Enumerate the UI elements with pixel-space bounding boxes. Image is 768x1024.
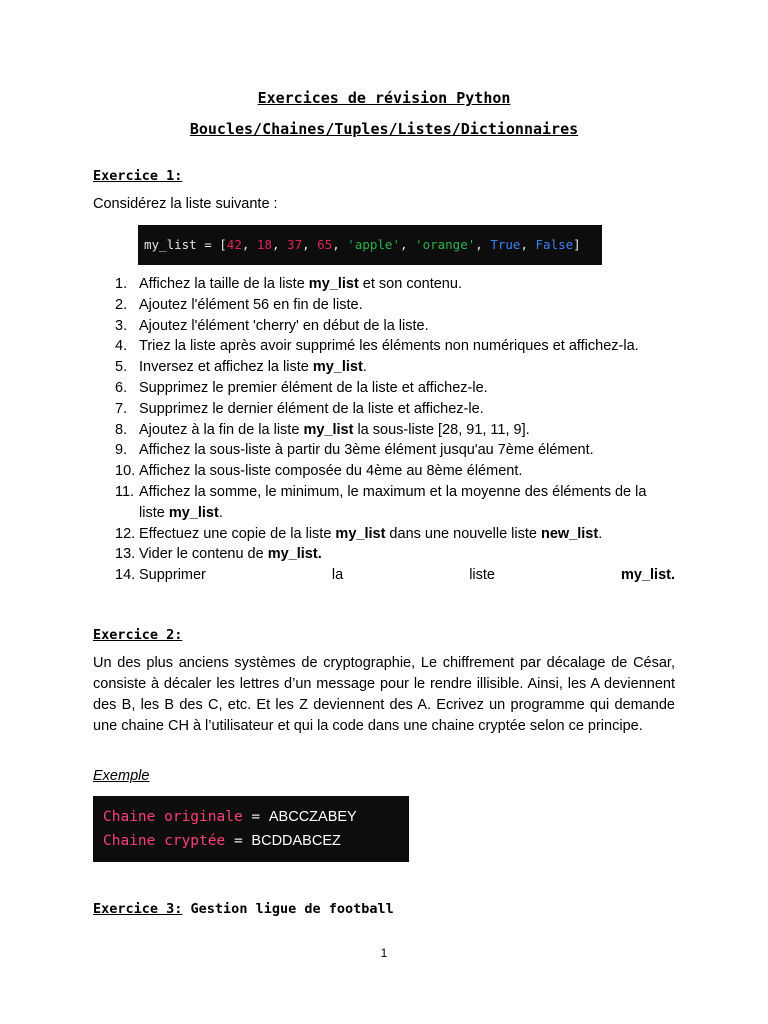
exercise-3-heading <box>93 901 394 917</box>
code-sep: , <box>302 237 318 252</box>
item-code: my_list <box>303 421 354 438</box>
item-number: 11. <box>115 483 135 500</box>
list-item <box>93 524 675 545</box>
example-value-encrypted: BCDDABCEZ <box>251 833 341 849</box>
list-item <box>93 461 675 482</box>
code-operator: = <box>196 237 220 252</box>
code-sep: , <box>332 237 348 252</box>
item-text: . <box>218 504 223 521</box>
item-number: 14. <box>115 567 136 584</box>
example-value-original: ABCCZABEY <box>268 809 357 825</box>
code-sep: , <box>271 237 288 252</box>
item-code: my_list. <box>620 567 675 584</box>
list-item <box>93 399 675 420</box>
item-text: Supprimez le premier élément de la liste et affichez-le. <box>139 379 488 396</box>
example-line-encrypted <box>103 829 409 853</box>
item-text: Ajoutez à la fin de la liste <box>139 421 304 438</box>
item-number: 12. <box>115 525 136 542</box>
list-item <box>93 544 675 565</box>
code-boolean: False <box>535 237 574 252</box>
item-number: 10. <box>115 463 136 480</box>
justified-line <box>139 565 675 586</box>
code-sep: , <box>475 237 491 252</box>
exercise-2-heading <box>93 627 182 643</box>
item-text: liste <box>469 567 495 584</box>
item-text: Affichez la taille de la liste <box>139 276 309 292</box>
item-text: Affichez la somme, le minimum, le maximum et la moyenne des éléments de la liste <box>139 483 647 521</box>
item-code: my_list <box>168 504 219 521</box>
code-string: 'apple' <box>347 237 400 252</box>
exercise-2-heading-text: Exercice 2: <box>93 627 183 643</box>
item-number: 9. <box>115 442 128 459</box>
item-text: Inversez et affichez la liste <box>139 359 313 376</box>
document-title: Exercices de révision Python <box>257 89 511 107</box>
document-subtitle: Boucles/Chaines/Tuples/Listes/Dictionnaires <box>189 120 579 138</box>
list-item <box>93 336 675 357</box>
example-label: Exemple <box>93 768 150 784</box>
item-text: . <box>598 525 603 542</box>
item-code: my_list <box>312 359 363 376</box>
item-code: my_list. <box>267 546 322 563</box>
exercise-2-paragraph: Un des plus anciens systèmes de cryptographie, Le chiffrement par décalage de César, consiste à décaler les lettres d’un message pour le rendre illisible. Ainsi, les A deviennent des B, les B des C, etc. Et les Z deviennent des A. Ecrivez un programme qui demande une chaine CH à l’utilisateur et qui la code dans une chaine cryptée selon ce principe. <box>93 655 675 734</box>
item-number: 4. <box>115 338 128 355</box>
exercise-3-subtitle: Gestion ligue de football <box>190 901 394 917</box>
example-label-encrypted: Chaine cryptée <box>103 833 226 849</box>
list-item <box>93 357 675 378</box>
item-code: my_list <box>335 525 386 542</box>
item-text: la sous-liste [28, 91, 11, 9]. <box>353 421 530 438</box>
item-number: 7. <box>115 400 128 417</box>
item-text: Supprimez le dernier élément de la liste et affichez-le. <box>139 400 484 417</box>
item-text: dans une nouvelle liste <box>385 525 541 542</box>
list-item <box>93 316 675 337</box>
code-boolean: True <box>490 237 521 252</box>
code-bracket-open: [ <box>219 237 227 252</box>
item-code: my_list <box>308 276 359 292</box>
exercise-3-heading-text: Exercice 3: <box>93 901 183 917</box>
item-text: Affichez la sous-liste à partir du 3ème élément jusqu'au 7ème élément. <box>139 442 594 459</box>
list-item <box>93 295 675 316</box>
item-text: Triez la liste après avoir supprimé les éléments non numériques et affichez-la. <box>139 338 639 355</box>
page-number: 1 <box>380 946 388 960</box>
list-item <box>93 274 675 295</box>
item-text: . <box>362 359 367 376</box>
exercise-1-list <box>93 274 675 586</box>
item-code: new_list <box>540 525 599 542</box>
code-operator: = <box>225 833 252 849</box>
code-bracket-close: ] <box>573 237 581 252</box>
list-item <box>93 378 675 399</box>
item-text: Ajoutez l'élément 56 en fin de liste. <box>139 296 363 313</box>
item-text: et son contenu. <box>358 276 462 292</box>
code-sep: , <box>399 237 416 252</box>
item-text: la <box>331 567 344 584</box>
list-item <box>93 482 675 524</box>
code-block-list <box>138 225 602 265</box>
item-text: Affichez la sous-liste composée du 4ème au 8ème élément. <box>139 463 523 480</box>
example-label-original: Chaine originale <box>103 809 243 825</box>
list-item <box>93 565 675 586</box>
item-number: 1. <box>115 276 128 292</box>
code-number: 37 <box>287 237 303 252</box>
item-number: 6. <box>115 379 128 396</box>
item-text: Vider le contenu de <box>139 546 268 563</box>
code-number: 65 <box>317 237 333 252</box>
code-number: 18 <box>256 237 272 252</box>
item-text: Supprimer <box>139 567 206 584</box>
item-text: Ajoutez l'élément 'cherry' en début de la liste. <box>139 317 429 334</box>
code-string: 'orange' <box>415 237 476 252</box>
item-number: 2. <box>115 296 128 313</box>
code-sep: , <box>241 237 257 252</box>
item-number: 13. <box>115 546 136 563</box>
item-text: Effectuez une copie de la liste <box>139 525 336 542</box>
item-number: 8. <box>115 421 128 438</box>
item-number: 5. <box>115 359 128 376</box>
list-item <box>93 420 675 441</box>
code-number: 42 <box>226 237 242 252</box>
code-operator: = <box>242 809 269 825</box>
code-sep: , <box>520 237 536 252</box>
code-block-example <box>93 796 409 862</box>
code-var: my_list <box>144 237 197 252</box>
exercise-1-intro: Considérez la liste suivante : <box>93 196 278 212</box>
example-line-original <box>103 805 409 829</box>
exercise-1-heading-text: Exercice 1: <box>93 168 183 184</box>
list-item <box>93 440 675 461</box>
item-number: 3. <box>115 317 128 334</box>
exercise-1-heading <box>93 168 182 184</box>
